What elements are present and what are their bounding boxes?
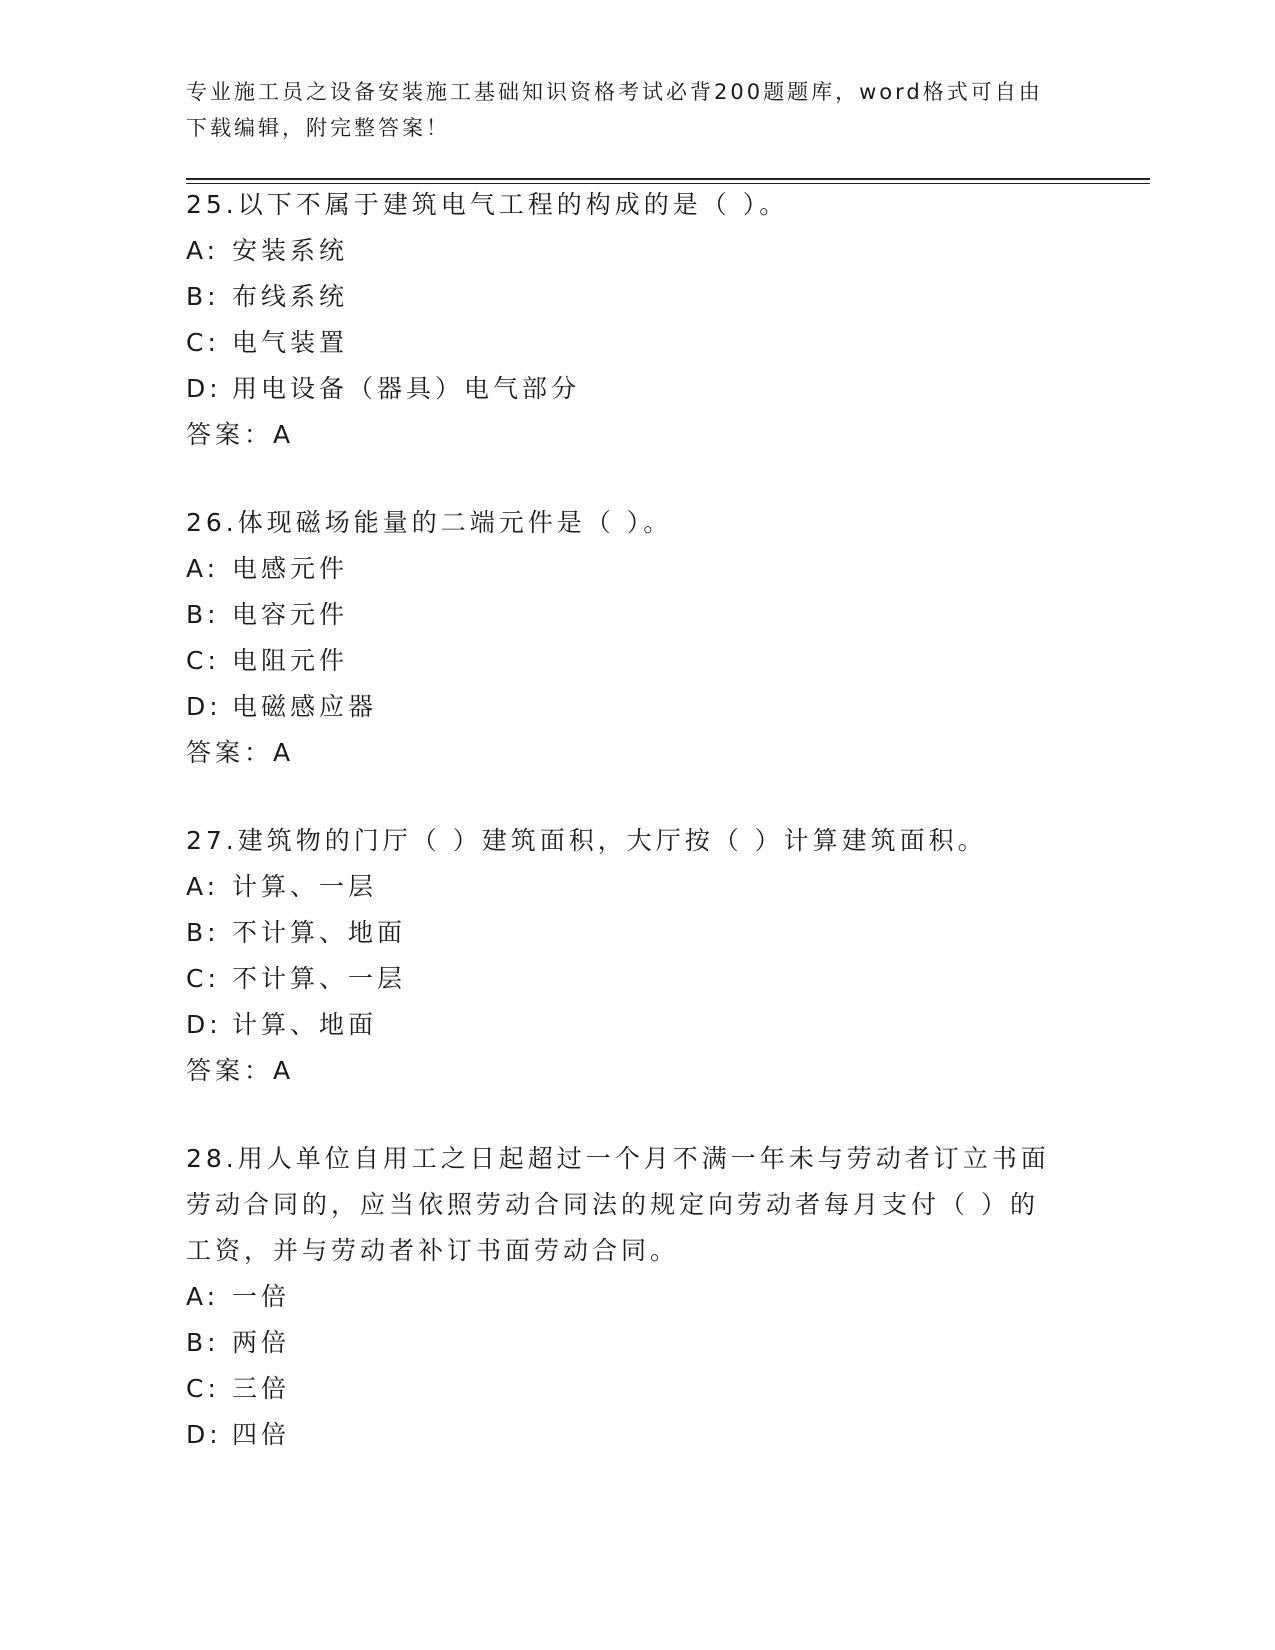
option-c [186,956,1086,1002]
option-b [186,910,1086,956]
option-d [186,1412,1066,1458]
option-key: D: [186,1010,222,1039]
question-stem: 28.用人单位自用工之日起超过一个月不满一年未与劳动者订立书面劳动合同的，应当依照劳动合同法的规定向劳动者每月支付（ ）的工资，并与劳动者补订书面劳动合同。 [186,1144,1050,1265]
option-key: B: [186,1328,220,1357]
option-key: B: [186,918,220,947]
option-d [186,366,1086,412]
option-key: A: [186,1282,220,1311]
question-stem: 27.建筑物的门厅（ ）建筑面积，大厅按（ ）计算建筑面积。 [186,826,987,855]
option-key: C: [186,1374,220,1403]
option-key: D: [186,1420,222,1449]
option-text: 两倍 [232,1328,291,1357]
answer-line: 答案：A [186,420,295,449]
option-b [186,1320,1066,1366]
option-text: 电气装置 [232,328,349,357]
question-27 [186,818,1086,1094]
question-28 [186,1136,1066,1458]
option-text: 计算、一层 [232,872,378,901]
option-key: C: [186,964,220,993]
option-text: 电磁感应器 [232,692,378,721]
option-text: 安装系统 [232,236,349,265]
option-c [186,320,1086,366]
option-a [186,546,1086,592]
option-c [186,1366,1066,1412]
option-text: 三倍 [232,1374,291,1403]
option-text: 电容元件 [232,600,349,629]
option-b [186,592,1086,638]
answer-line: 答案：A [186,1056,295,1085]
option-text: 不计算、地面 [232,918,407,947]
question-stem: 26.体现磁场能量的二端元件是（ ）。 [186,508,673,537]
option-text: 不计算、一层 [232,964,407,993]
option-key: C: [186,328,220,357]
header-divider-thick [186,178,1150,180]
option-text: 布线系统 [232,282,349,311]
option-text: 电感元件 [232,554,349,583]
option-d [186,1002,1086,1048]
option-a [186,228,1086,274]
option-a [186,864,1086,910]
question-26 [186,500,1086,776]
answer-line: 答案：A [186,738,295,767]
option-text: 计算、地面 [232,1010,378,1039]
option-key: C: [186,646,220,675]
option-key: A: [186,554,220,583]
question-25 [186,182,1086,458]
option-text: 用电设备（器具）电气部分 [232,374,581,403]
option-key: D: [186,692,222,721]
option-key: B: [186,282,220,311]
option-text: 一倍 [232,1282,291,1311]
option-text: 四倍 [232,1420,291,1449]
option-c [186,638,1086,684]
question-stem: 25.以下不属于建筑电气工程的构成的是（ ）。 [186,190,789,219]
option-a [186,1274,1066,1320]
option-b [186,274,1086,320]
option-key: A: [186,236,220,265]
option-key: D: [186,374,222,403]
option-text: 电阻元件 [232,646,349,675]
option-key: B: [186,600,220,629]
option-key: A: [186,872,220,901]
option-d [186,684,1086,730]
document-header: 专业施工员之设备安装施工基础知识资格考试必背200题题库，word格式可自由下载编辑，附完整答案！ [186,80,1043,140]
